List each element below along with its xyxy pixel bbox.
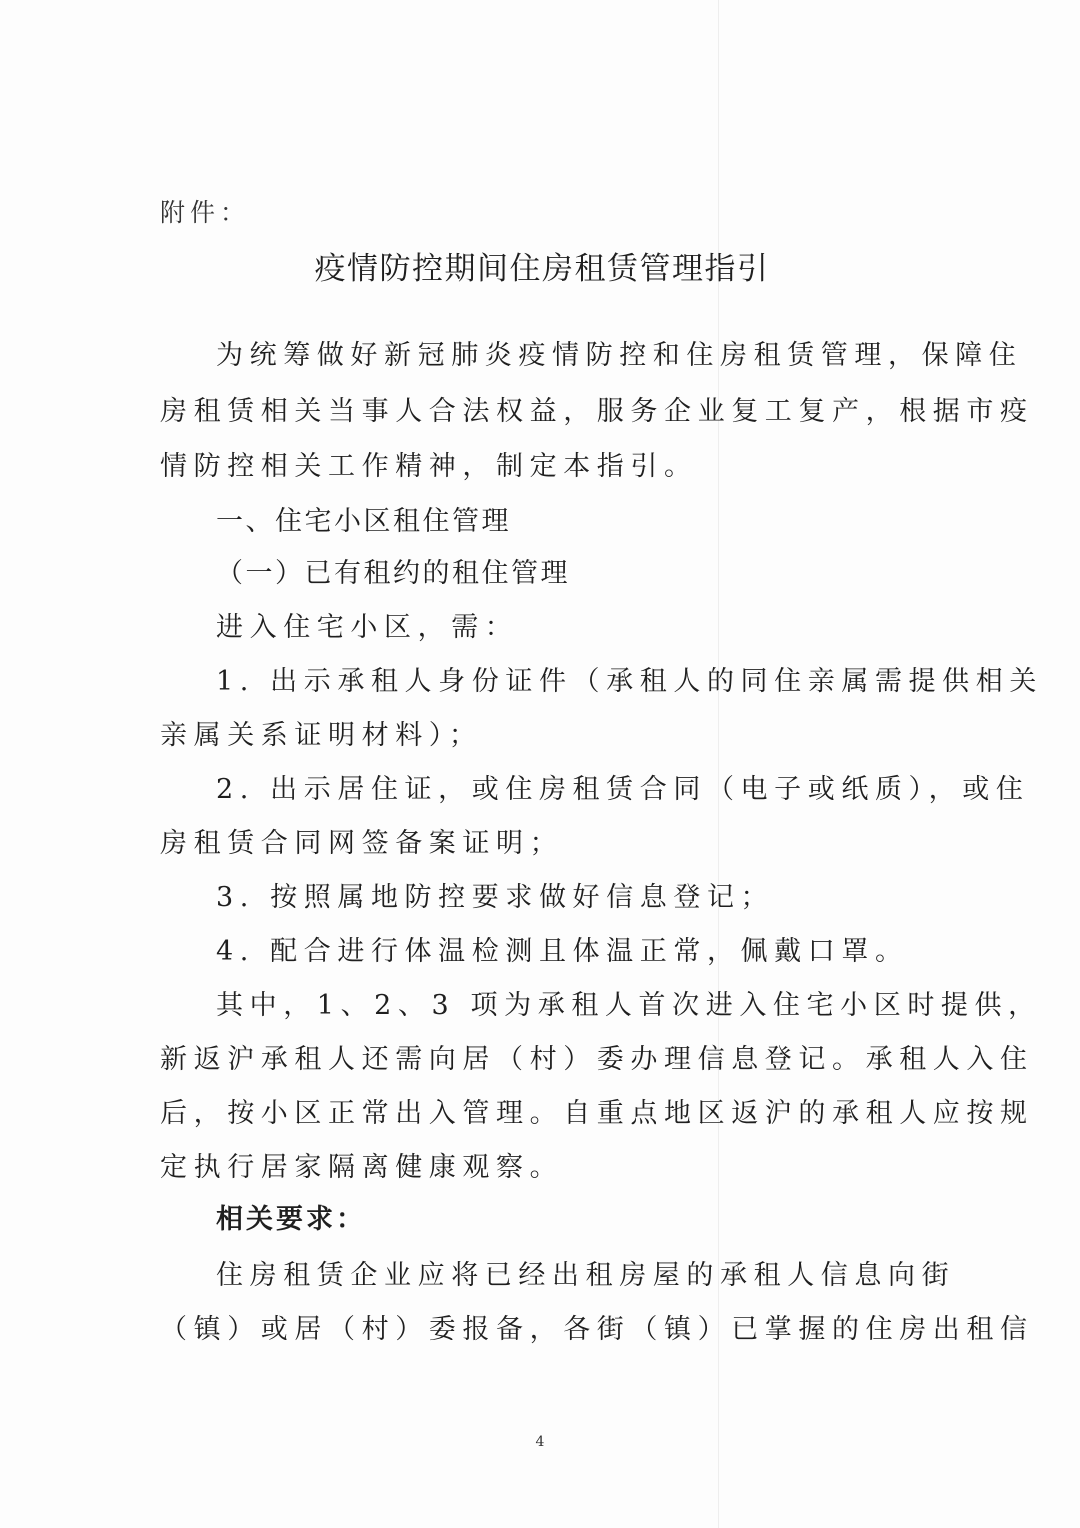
body-line-19: （镇）或居（村）委报备，各街（镇）已掌握的住房出租信 — [160, 1314, 1034, 1345]
body-line-18: 住房租赁企业应将已经出租房屋的承租人信息向街 — [216, 1260, 956, 1291]
body-line-3: 情防控相关工作精神，制定本指引。 — [160, 451, 698, 482]
list-item-1-line-2: 亲属关系证明材料）； — [160, 720, 483, 751]
attachment-label: 附件： — [160, 198, 251, 227]
body-line-15: 后，按小区正常出入管理。自重点地区返沪的承租人应按规 — [160, 1098, 1034, 1129]
page-number: 4 — [535, 1434, 545, 1450]
subsection-heading-1: （一）已有租约的租住管理 — [216, 558, 570, 589]
list-item-2-line-1: 2. 出示居住证，或住房租赁合同（电子或纸质），或住 — [216, 774, 1030, 805]
document-title: 疫情防控期间住房租赁管理指引 — [314, 251, 770, 287]
requirements-heading: 相关要求： — [216, 1204, 366, 1235]
body-line-13: 其中，1、2、3 项为承租人首次进入住宅小区时提供， — [216, 990, 1042, 1021]
body-line-2: 房租赁相关当事人合法权益，服务企业复工复产，根据市疫 — [160, 396, 1034, 427]
list-item-4: 4. 配合进行体温检测且体温正常，佩戴口罩。 — [216, 936, 909, 967]
body-line-6: 进入住宅小区，需： — [216, 612, 519, 643]
body-line-16: 定执行居家隔离健康观察。 — [160, 1152, 564, 1183]
body-line-14: 新返沪承租人还需向居（村）委办理信息登记。承租人入住 — [160, 1044, 1034, 1075]
section-heading-1: 一、住宅小区租住管理 — [216, 506, 511, 537]
body-line-1: 为统筹做好新冠肺炎疫情防控和住房租赁管理，保障住 — [216, 340, 1023, 371]
list-item-1-line-1: 1. 出示承租人身份证件（承租人的同住亲属需提供相关 — [216, 666, 1043, 697]
list-item-2-line-2: 房租赁合同网签备案证明； — [160, 828, 564, 859]
list-item-3: 3. 按照属地防控要求做好信息登记； — [216, 882, 775, 913]
